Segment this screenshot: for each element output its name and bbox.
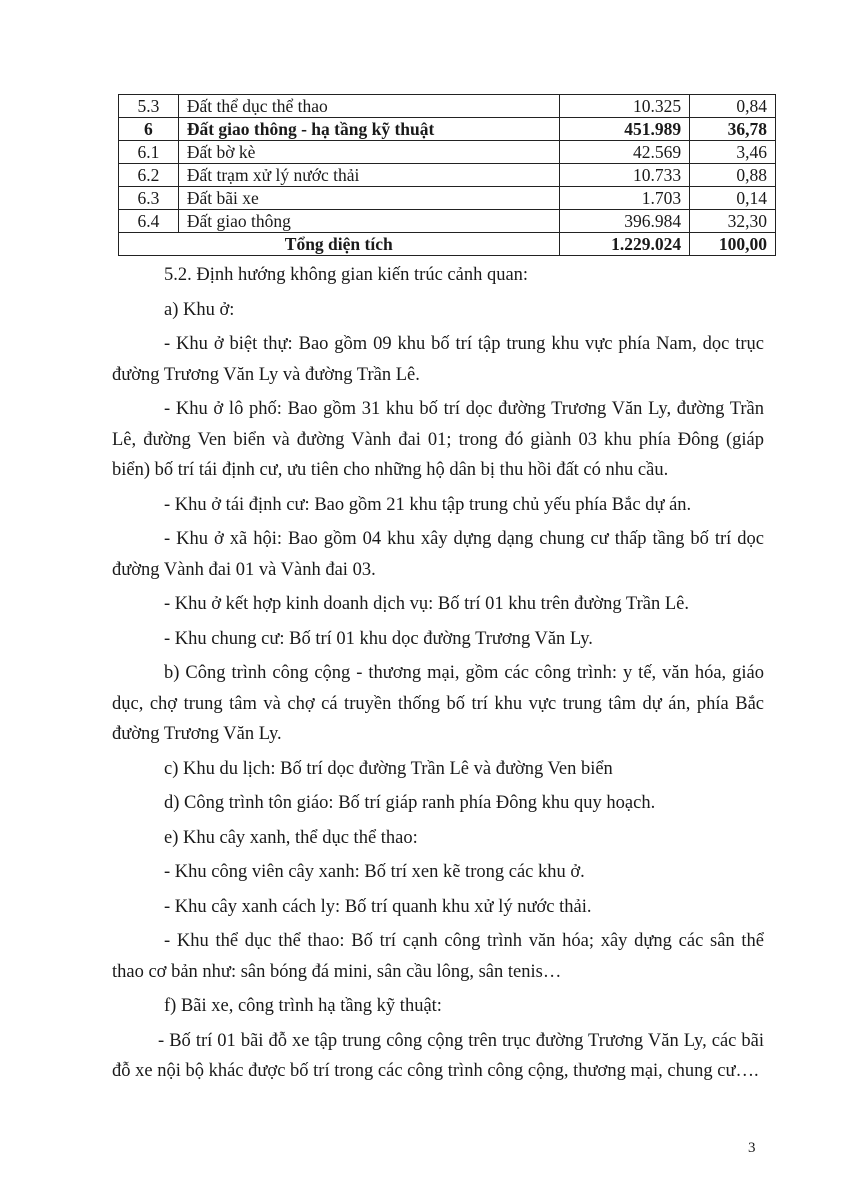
total-percent: 100,00 [690,233,776,256]
table-row [119,95,776,118]
row-area: 42.569 [559,141,690,164]
row-area: 1.703 [559,187,690,210]
row-code: 5.3 [119,95,179,118]
row-code: 6.2 [119,164,179,187]
row-name: Đất giao thông - hạ tầng kỹ thuật [178,118,559,141]
subsection-heading: a) Khu ở: [164,299,235,320]
row-name: Đất bãi xe [178,187,559,210]
section-heading: 5.2. Định hướng không gian kiến trúc cảnh quan: [164,265,529,285]
subsection-heading: e) Khu cây xanh, thể dục thể thao: [164,827,418,848]
table-row [119,141,776,164]
paragraph: - Bố trí 01 bãi đỗ xe tập trung công cộng trên trục đường Trương Văn Ly, các bãi đỗ xe nội bộ khác được bố trí trong các công trình công cộng, thương mại, chung cư…. [112,1030,764,1081]
row-percent: 3,46 [690,141,776,164]
row-code: 6.1 [119,141,179,164]
paragraph: - Khu ở tái định cư: Bao gồm 21 khu tập trung chủ yếu phía Bắc dự án. [164,494,692,515]
table-row [119,118,776,141]
row-area: 10.733 [559,164,690,187]
paragraph: - Khu ở lô phố: Bao gồm 31 khu bố trí dọc đường Trương Văn Ly, đường Trần Lê, đường Ven biển và đường Vành đai 01; trong đó giành 03 khu phía Đông (giáp biển) bố trí tái định cư, ưu tiên cho những hộ dân bị thu hồi đất có nhu cầu. [112,399,764,480]
row-area: 396.984 [559,210,690,233]
paragraph: b) Công trình công cộng - thương mại, gồm các công trình: y tế, văn hóa, giáo dục, chợ trung tâm và chợ cá truyền thống bố trí khu vực trung tâm dự án, phía Bắc đường Trương Văn Ly. [112,663,764,744]
paragraph: d) Công trình tôn giáo: Bố trí giáp ranh phía Đông khu quy hoạch. [164,793,656,813]
paragraph: - Khu chung cư: Bố trí 01 khu dọc đường Trương Văn Ly. [164,628,593,649]
row-code: 6 [119,118,179,141]
body-text [112,260,764,1091]
paragraph: c) Khu du lịch: Bố trí dọc đường Trần Lê và đường Ven biển [164,758,613,779]
row-name: Đất trạm xử lý nước thải [178,164,559,187]
row-percent: 32,30 [690,210,776,233]
row-area: 451.989 [559,118,690,141]
total-label: Tổng diện tích [119,233,560,256]
paragraph: - Khu thể dục thể thao: Bố trí cạnh công trình văn hóa; xây dựng các sân thể thao cơ bản như: sân bóng đá mini, sân cầu lông, sân tenis… [112,931,764,982]
paragraph: - Khu cây xanh cách ly: Bố trí quanh khu xử lý nước thải. [164,896,592,917]
paragraph: - Khu ở xã hội: Bao gồm 04 khu xây dựng dạng chung cư thấp tầng bố trí dọc đường Vành đai 01 và Vành đai 03. [112,529,764,580]
row-percent: 0,84 [690,95,776,118]
land-use-table [118,94,776,256]
row-code: 6.4 [119,210,179,233]
subsection-heading: f) Bãi xe, công trình hạ tầng kỹ thuật: [164,996,442,1016]
page-number: 3 [748,1140,756,1156]
paragraph: - Khu công viên cây xanh: Bố trí xen kẽ trong các khu ở. [164,862,585,882]
row-percent: 0,88 [690,164,776,187]
paragraph: - Khu ở biệt thự: Bao gồm 09 khu bố trí tập trung khu vực phía Nam, dọc trục đường Trương Văn Ly và đường Trần Lê. [112,334,764,385]
table-row [119,187,776,210]
table-row [119,164,776,187]
row-percent: 36,78 [690,118,776,141]
row-area: 10.325 [559,95,690,118]
row-name: Đất bờ kè [178,141,559,164]
paragraph: - Khu ở kết hợp kinh doanh dịch vụ: Bố trí 01 khu trên đường Trần Lê. [164,594,689,614]
row-name: Đất thể dục thể thao [178,95,559,118]
row-percent: 0,14 [690,187,776,210]
row-name: Đất giao thông [178,210,559,233]
row-code: 6.3 [119,187,179,210]
table-row [119,210,776,233]
total-area: 1.229.024 [559,233,690,256]
total-row [119,233,776,256]
